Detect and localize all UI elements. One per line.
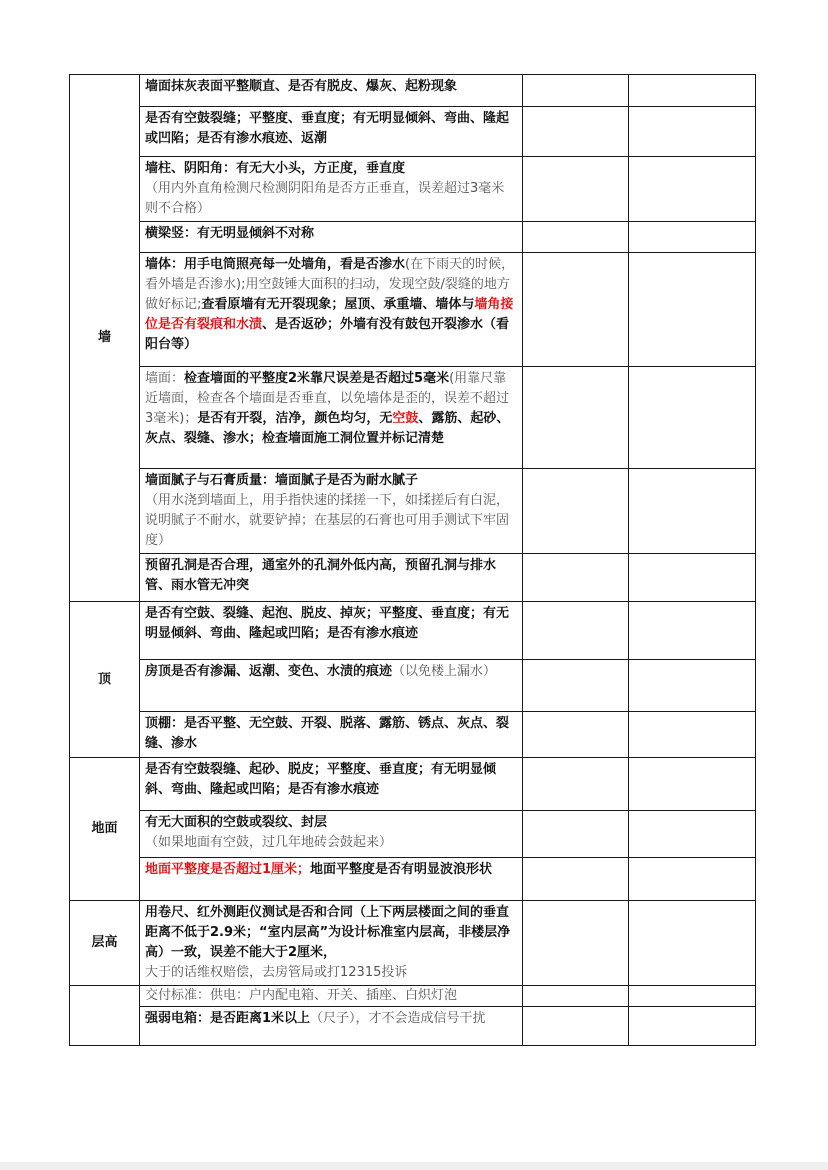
note-cell[interactable]: [629, 157, 756, 222]
check-item: 墙体：用手电筒照亮每一处墙角，看是否渗水(在下雨天的时候，看外墙是否渗水);用空鼓锤大面积的扫动，发现空鼓/裂缝的地方做好标记;查看原墙有无开裂现象；屋顶、承重墙、墙体与墙角接位是否有裂痕和水渍、是否返砂；外墙有没有鼓包开裂渗水（看阳台等）: [140, 253, 523, 367]
check-item: 用卷尺、红外测距仪测试是否和合同（上下两层楼面之间的垂直距离不低于2.9米；“室内层高”为设计标准室内层高，非楼层净高）一致，误差不能大于2厘米， 大于的话维权赔偿，去房管局或打12315投诉: [140, 901, 523, 986]
table-row: [70, 712, 756, 758]
table-row: [70, 75, 756, 107]
table-row: [70, 858, 756, 901]
check-item: 预留孔洞是否合理，通室外的孔洞外低内高，预留孔洞与排水管、雨水管无冲突: [140, 554, 523, 602]
result-cell[interactable]: [523, 1007, 629, 1046]
table-row: [70, 811, 756, 858]
note-cell[interactable]: [629, 660, 756, 712]
note-cell[interactable]: [629, 75, 756, 107]
category-floor: 地面: [70, 758, 140, 901]
table-row: [70, 901, 756, 986]
table-row: [70, 758, 756, 811]
result-cell[interactable]: [523, 554, 629, 602]
result-cell[interactable]: [523, 75, 629, 107]
table-row: [70, 986, 756, 1007]
note-cell[interactable]: [629, 712, 756, 758]
category-height: 层高: [70, 901, 140, 986]
note-cell[interactable]: [629, 758, 756, 811]
table-row: [70, 469, 756, 554]
result-cell[interactable]: [523, 253, 629, 367]
result-cell[interactable]: [523, 901, 629, 986]
note-cell[interactable]: [629, 554, 756, 602]
check-item: 是否有空鼓裂缝；平整度、垂直度；有无明显倾斜、弯曲、隆起或凹陷；是否有渗水痕迹、返潮: [140, 107, 523, 157]
check-item: 横梁竖：有无明显倾斜不对称: [140, 222, 523, 253]
table-row: [70, 602, 756, 660]
check-item: 房顶是否有渗漏、返潮、变色、水渍的痕迹（以免楼上漏水）: [140, 660, 523, 712]
table-row: [70, 660, 756, 712]
check-item: 是否有空鼓、裂缝、起泡、脱皮、掉灰；平整度、垂直度；有无明显倾斜、弯曲、隆起或凹陷；是否有渗水痕迹: [140, 602, 523, 660]
result-cell[interactable]: [523, 858, 629, 901]
table-row: [70, 107, 756, 157]
table-row: [70, 253, 756, 367]
note-cell[interactable]: [629, 253, 756, 367]
category-wall: 墙: [70, 75, 140, 602]
table-row: [70, 157, 756, 222]
check-item: 是否有空鼓裂缝、起砂、脱皮；平整度、垂直度；有无明显倾斜、弯曲、隆起或凹陷；是否有渗水痕迹: [140, 758, 523, 811]
check-item: 顶棚：是否平整、无空鼓、开裂、脱落、露筋、锈点、灰点、裂缝、渗水: [140, 712, 523, 758]
check-item: 强弱电箱：是否距离1米以上（尺子），才不会造成信号干扰: [140, 1007, 523, 1046]
result-cell[interactable]: [523, 660, 629, 712]
check-item: 地面平整度是否超过1厘米；地面平整度是否有明显波浪形状: [140, 858, 523, 901]
result-cell[interactable]: [523, 469, 629, 554]
table-row: [70, 554, 756, 602]
table-row: [70, 222, 756, 253]
result-cell[interactable]: [523, 107, 629, 157]
result-cell[interactable]: [523, 811, 629, 858]
note-cell[interactable]: [629, 107, 756, 157]
check-item: 墙面：检查墙面的平整度2米靠尺误差是否超过5毫米(用靠尺靠近墙面，检查各个墙面是否垂直，以免墙体是歪的，误差不超过3毫米)；是否有开裂，洁净，颜色均匀，无空鼓、露筋、起砂、灰点、裂缝、渗水；检查墙面施工洞位置并标记清楚: [140, 367, 523, 469]
result-cell[interactable]: [523, 986, 629, 1007]
note-cell[interactable]: [629, 811, 756, 858]
result-cell[interactable]: [523, 758, 629, 811]
table-row: [70, 1007, 756, 1046]
check-item: 交付标准：供电：户内配电箱、开关、插座、白炽灯泡: [140, 986, 523, 1007]
check-item: 墙面腻子与石膏质量：墙面腻子是否为耐水腻子 （用水浇到墙面上，用手指快速的揉搓一下，如揉搓后有白泥，说明腻子不耐水，就要铲掉；在基层的石膏也可用手测试下牢固度）: [140, 469, 523, 554]
category-ceiling: 顶: [70, 602, 140, 758]
check-item: 墙柱、阴阳角：有无大小头，方正度，垂直度 （用内外直角检测尺检测阴阳角是否方正垂直，误差超过3毫米则不合格）: [140, 157, 523, 222]
note-cell[interactable]: [629, 602, 756, 660]
check-item: 有无大面积的空鼓或裂纹、封层 （如果地面有空鼓，过几年地砖会鼓起来）: [140, 811, 523, 858]
note-cell[interactable]: [629, 986, 756, 1007]
note-cell[interactable]: [629, 901, 756, 986]
note-cell[interactable]: [629, 367, 756, 469]
result-cell[interactable]: [523, 222, 629, 253]
note-cell[interactable]: [629, 469, 756, 554]
note-cell[interactable]: [629, 222, 756, 253]
inspection-checklist-table: [69, 74, 756, 1046]
table-row: [70, 367, 756, 469]
note-cell[interactable]: [629, 858, 756, 901]
result-cell[interactable]: [523, 157, 629, 222]
note-cell[interactable]: [629, 1007, 756, 1046]
check-item: 墙面抹灰表面平整顺直、是否有脱皮、爆灰、起粉现象: [140, 75, 523, 107]
result-cell[interactable]: [523, 602, 629, 660]
result-cell[interactable]: [523, 367, 629, 469]
result-cell[interactable]: [523, 712, 629, 758]
category-empty: [70, 986, 140, 1046]
